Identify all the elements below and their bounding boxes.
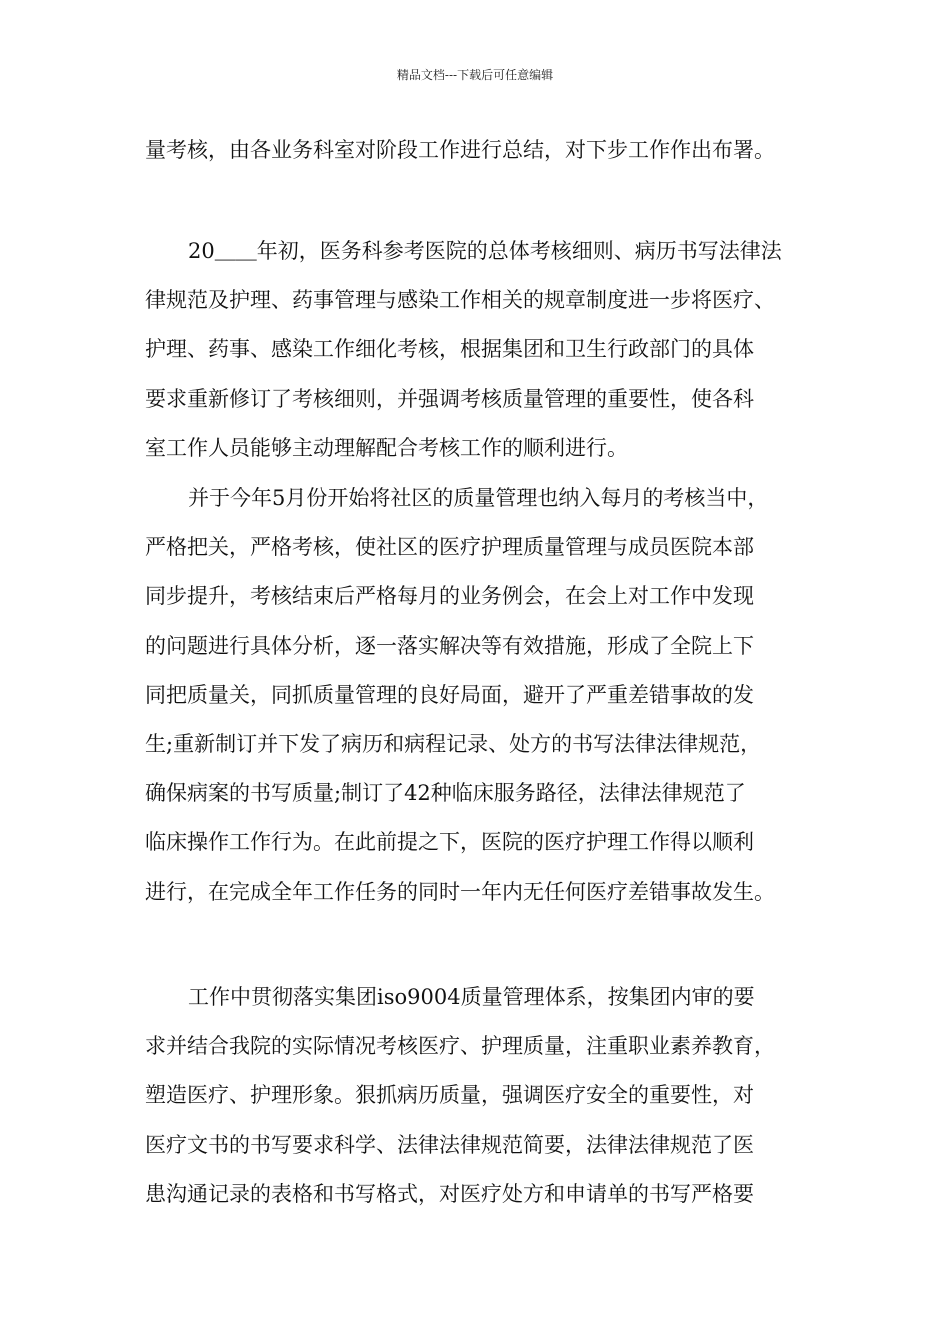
text-line: 医疗文书的书写要求科学、法律法律规范简要，法律法律规范了医	[145, 1132, 754, 1157]
text-line: 律规范及护理、药事管理与感染工作相关的规章制度进一步将医疗、	[145, 288, 775, 313]
paragraph-3	[145, 474, 830, 917]
text-line: 同步提升，考核结束后严格每月的业务例会，在会上对工作中发现	[145, 584, 754, 609]
text-line: 护理、药事、感染工作细化考核，根据集团和卫生行政部门的具体	[145, 337, 754, 362]
page-header: 精品文档---下载后可任意编辑	[396, 68, 554, 82]
text-line: 塑造医疗、护理形象。狠抓病历质量，强调医疗安全的重要性，对	[145, 1083, 754, 1108]
text-line: 求并结合我院的实际情况考核医疗、护理质量，注重职业素养教育，	[145, 1034, 775, 1059]
text-line: 临床操作工作行为。在此前提之下，医院的医疗护理工作得以顺利	[145, 830, 754, 855]
text-line: 生;重新制订并下发了病历和病程记录、处方的书写法律法律规范，	[145, 731, 762, 756]
text-line: 20＿＿年初，医务科参考医院的总体考核细则、病历书写法律法	[188, 239, 782, 263]
text-line: 室工作人员能够主动理解配合考核工作的顺利进行。	[145, 435, 628, 460]
paragraph-4	[145, 973, 830, 1219]
text-line: 患沟通记录的表格和书写格式，对医疗处方和申请单的书写严格要	[145, 1181, 754, 1206]
text-line: 确保病案的书写质量;制订了42种临床服务路径，法律法律规范了	[145, 781, 746, 806]
text-line: 严格把关，严格考核，使社区的医疗护理质量管理与成员医院本部	[145, 535, 754, 560]
text-line: 同把质量关，同抓质量管理的良好局面，避开了严重差错事故的发	[145, 682, 754, 707]
text-line: 进行，在完成全年工作任务的同时一年内无任何医疗差错事故发生。	[145, 879, 775, 904]
text-line: 并于今年5月份开始将社区的质量管理也纳入每月的考核当中，	[188, 486, 769, 510]
text-line: 工作中贯彻落实集团iso9004质量管理体系，按集团内审的要	[188, 985, 755, 1009]
paragraph-1	[145, 126, 830, 175]
text-line: 量考核，由各业务科室对阶段工作进行总结，对下步工作作出布署。	[145, 138, 775, 162]
text-line: 要求重新修订了考核细则，并强调考核质量管理的重要性，使各科	[145, 386, 754, 411]
paragraph-2	[145, 227, 830, 473]
text-line: 的问题进行具体分析，逐一落实解决等有效措施，形成了全院上下	[145, 633, 754, 658]
